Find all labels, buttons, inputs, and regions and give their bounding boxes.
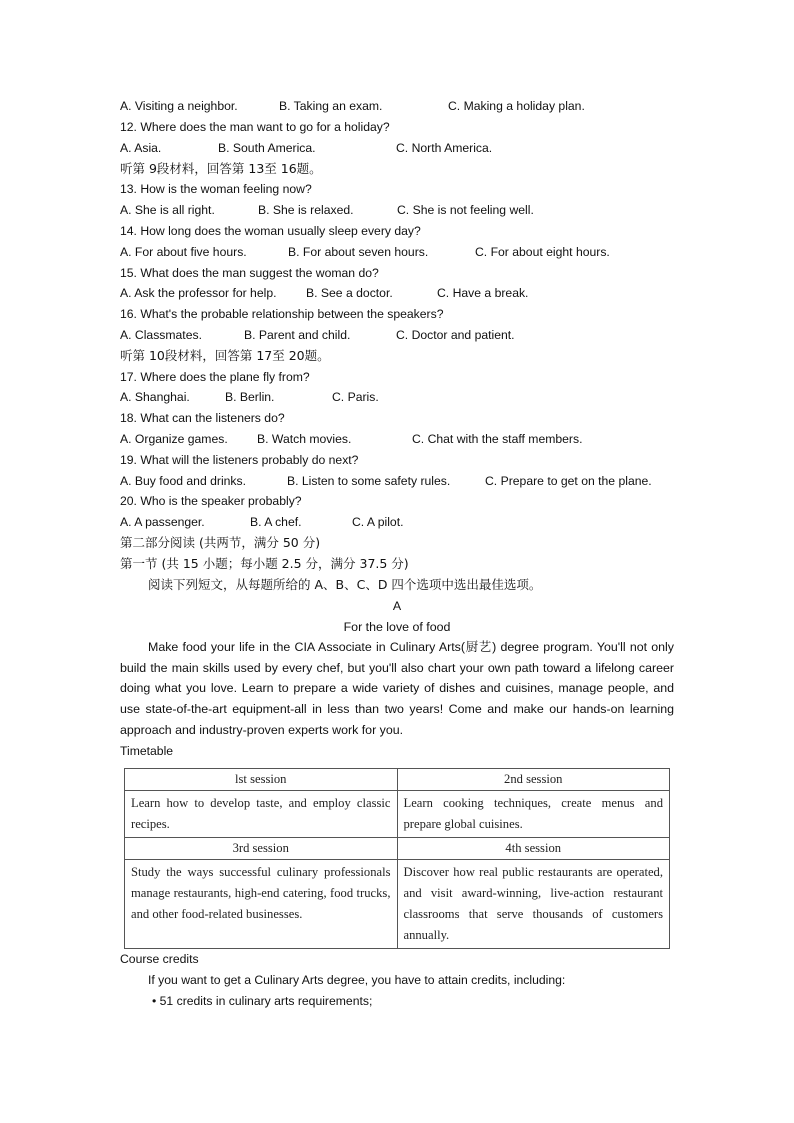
- q15-question: 15. What does the man suggest the woman do?: [120, 266, 379, 280]
- passage-body: Make food your life in the CIA Associate in Culinary Arts(厨艺) degree program. You'll not only build the main skills used by every chef, but you'll also chart your own path toward a lifelong career doing what you love. Learn to prepare a wide variety of dishes and cuisines, manage people, and use state-of-the-art equipment-all in less than two years! Come and make our hands-on learning approach and industry-proven experts work for you.: [120, 640, 674, 737]
- q14-question: 14. How long does the woman usually sleep every day?: [120, 224, 421, 238]
- q19-question: 19. What will the listeners probably do next?: [120, 453, 359, 467]
- part2-instruction: 阅读下列短文，从每题所给的 A、B、C、D 四个选项中选出最佳选项。: [148, 577, 542, 592]
- table-row: [125, 791, 670, 838]
- q15-option-c: C. Have a break.: [437, 286, 529, 300]
- q12-question: 12. Where does the man want to go for a holiday?: [120, 120, 390, 134]
- session-2-header: 2nd session: [397, 769, 670, 791]
- q16-option-b: B. Parent and child.: [244, 328, 351, 342]
- q19-option-a: A. Buy food and drinks.: [120, 474, 247, 488]
- q18-question: 18. What can the listeners do?: [120, 411, 285, 425]
- q14-option-b: B. For about seven hours.: [288, 245, 429, 259]
- q19-option-b: B. Listen to some safety rules.: [287, 474, 451, 488]
- q17-question: 17. Where does the plane fly from?: [120, 370, 310, 384]
- q15-option-b: B. See a doctor.: [306, 286, 393, 300]
- part2-section1: 第一节 (共 15 小题；每小题 2.5 分，满分 37.5 分): [120, 556, 409, 571]
- q11-option-c: C. Making a holiday plan.: [448, 99, 585, 113]
- q12-option-a: A. Asia.: [120, 141, 162, 155]
- q16-question: 16. What's the probable relationship between the speakers?: [120, 307, 444, 321]
- session-1-description: Learn how to develop taste, and employ classic recipes.: [125, 791, 398, 838]
- q20-option-c: C. A pilot.: [352, 515, 404, 529]
- course-credits-heading: Course credits: [120, 952, 199, 966]
- q20-option-b: B. A chef.: [250, 515, 302, 529]
- q11-option-a: A. Visiting a neighbor.: [120, 99, 238, 113]
- part2-title: 第二部分阅读 (共两节，满分 50 分): [120, 535, 321, 550]
- q20-question: 20. Who is the speaker probably?: [120, 494, 302, 508]
- passage-letter: A: [392, 599, 402, 613]
- q11-option-b: B. Taking an exam.: [279, 99, 383, 113]
- q18-option-a: A. Organize games.: [120, 432, 228, 446]
- q12-option-c: C. North America.: [396, 141, 493, 155]
- q13-option-a: A. She is all right.: [120, 203, 215, 217]
- q20-option-a: A. A passenger.: [120, 515, 205, 529]
- q16-option-c: C. Doctor and patient.: [396, 328, 515, 342]
- timetable: [124, 768, 670, 949]
- passage-title: For the love of food: [343, 620, 451, 634]
- q13-option-b: B. She is relaxed.: [258, 203, 354, 217]
- timetable-heading: Timetable: [120, 744, 174, 758]
- q14-option-c: C. For about eight hours.: [475, 245, 610, 259]
- q17-option-b: B. Berlin.: [225, 390, 275, 404]
- course-credits-intro: If you want to get a Culinary Arts degree, you have to attain credits, including:: [148, 973, 566, 987]
- q17-option-a: A. Shanghai.: [120, 390, 190, 404]
- section-9-heading: 听第 9段材料，回答第 13至 16题。: [120, 161, 322, 176]
- table-row: [125, 769, 670, 791]
- q18-option-c: C. Chat with the staff members.: [412, 432, 583, 446]
- q14-option-a: A. For about five hours.: [120, 245, 247, 259]
- session-3-description: Study the ways successful culinary professionals manage restaurants, high-end catering, food trucks, and other food-related businesses.: [125, 860, 398, 949]
- q16-option-a: A. Classmates.: [120, 328, 202, 342]
- q13-option-c: C. She is not feeling well.: [397, 203, 534, 217]
- session-4-header: 4th session: [397, 838, 670, 860]
- table-row: [125, 860, 670, 949]
- section-10-heading: 听第 10段材料，回答第 17至 20题。: [120, 348, 330, 363]
- session-1-header: lst session: [125, 769, 398, 791]
- q17-option-c: C. Paris.: [332, 390, 379, 404]
- q13-question: 13. How is the woman feeling now?: [120, 182, 312, 196]
- q18-option-b: B. Watch movies.: [257, 432, 352, 446]
- table-row: [125, 838, 670, 860]
- q12-option-b: B. South America.: [218, 141, 316, 155]
- q19-option-c: C. Prepare to get on the plane.: [485, 474, 652, 488]
- session-3-header: 3rd session: [125, 838, 398, 860]
- session-2-description: Learn cooking techniques, create menus and prepare global cuisines.: [397, 791, 670, 838]
- session-4-description: Discover how real public restaurants are operated, and visit award-winning, live-action restaurant classrooms that serve thousands of customers annually.: [397, 860, 670, 949]
- credits-list-item: • 51 credits in culinary arts requirements;: [152, 994, 373, 1008]
- q15-option-a: A. Ask the professor for help.: [120, 286, 277, 300]
